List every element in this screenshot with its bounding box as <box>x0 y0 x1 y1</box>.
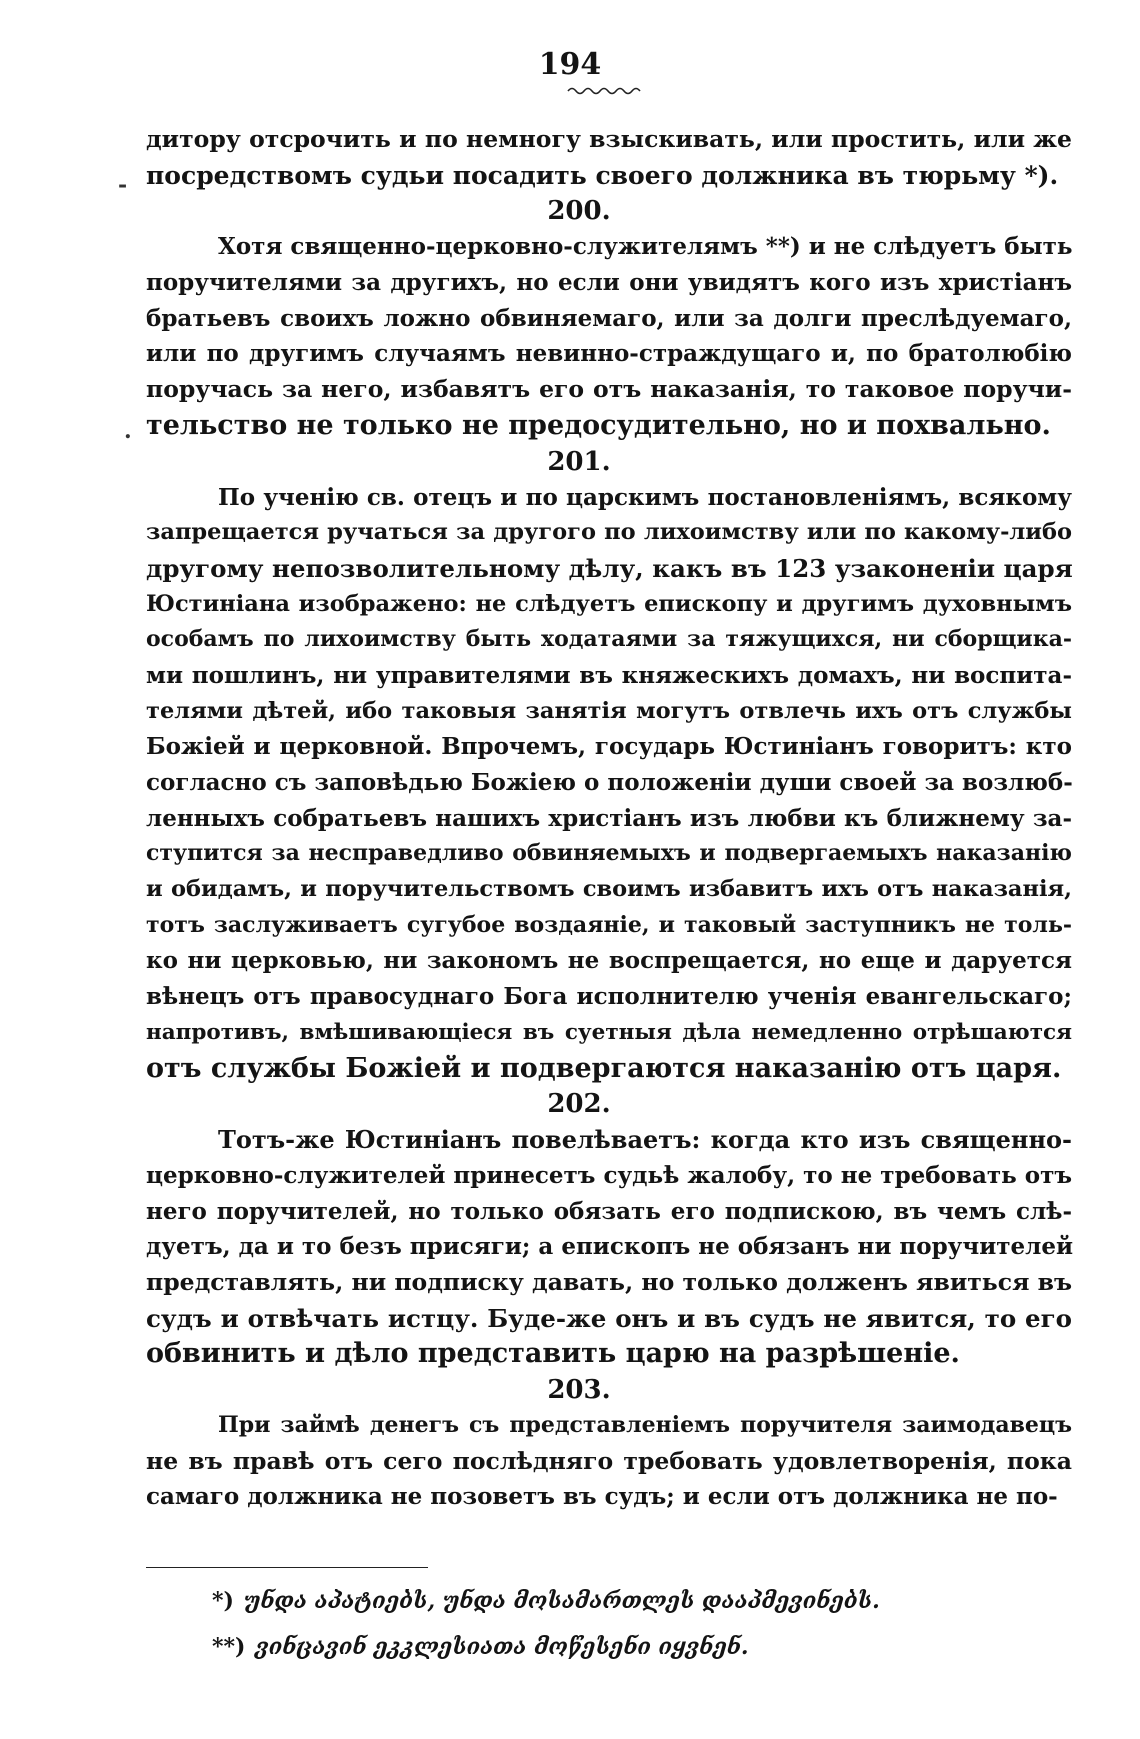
text-line: отъ службы Божіей и подвергаются наказанію отъ царя. <box>146 1052 1062 1084</box>
section-number: 201. <box>547 446 611 477</box>
text-line: ступится за несправедливо обвиняемыхъ и подвергаемыхъ наказанію <box>146 840 1072 867</box>
text-line: посредствомъ судьи посадить своего должника въ тюрьму *). <box>146 160 1059 190</box>
margin-dash-mark: - <box>118 172 128 198</box>
text-line: дуетъ, да и то безъ присяги; а епископъ не обязанъ ни поручителей <box>146 1233 1074 1261</box>
text-line: братьевъ своихъ ложно обвиняемаго, или за долги преслѣдуемаго, <box>146 304 1072 332</box>
footnote <box>212 1578 972 1624</box>
page-number-ornament <box>566 86 642 96</box>
text-line: церковно-служителей принесетъ судьѣ жалобу, то не требовать отъ <box>146 1161 1072 1189</box>
footnote <box>212 1624 972 1670</box>
text-line: согласно съ заповѣдью Божіею о положеніи души своей за возлюб- <box>146 769 1073 796</box>
section-number: 200. <box>547 196 611 227</box>
margin-dot-mark: . <box>124 418 132 444</box>
text-line: По ученію св. отецъ и по царскимъ постановленіямъ, всякому <box>218 483 1072 511</box>
text-line: другому непозволительному дѣлу, какъ въ 123 узаконеніи царя <box>146 553 1073 583</box>
text-line: и обидамъ, и поручительствомъ своимъ избавитъ ихъ отъ наказанія, <box>146 876 1072 903</box>
footnote-text: ვინცავინ ეკკლესიათა მოწესენი იყვნენ. <box>255 1634 749 1660</box>
text-line: представлять, ни подписку давать, но только долженъ явиться въ <box>146 1267 1072 1296</box>
text-line: ко ни церковью, ни закономъ не воспрещается, но еще и даруется <box>146 947 1072 975</box>
text-line: поручась за него, избавятъ его отъ наказанія, то таковое поручи- <box>146 375 1072 404</box>
text-line: Хотя священно-церковно-служителямъ **) и не слѣдуетъ быть <box>218 233 1073 261</box>
text-line: запрещается ручаться за другого по лихоимству или по какому-либо <box>146 519 1072 546</box>
main-text <box>146 122 1072 1515</box>
footnote-text: უნდა აპატიებს, უნდა მოსამართლეს დააპმევინებს. <box>243 1588 880 1614</box>
text-line: Тотъ-же Юстиніанъ повелѣваетъ: когда кто изъ священно- <box>218 1125 1072 1155</box>
text-line: него поручителей, но только обязать его подпискою, въ чемъ слѣ- <box>146 1197 1072 1225</box>
text-line: телями дѣтей, ибо таковыя занятія могутъ отвлечь ихъ отъ службы <box>146 697 1072 724</box>
text-line: напротивъ, вмѣшивающіеся въ суетныя дѣла немедленно отрѣшаются <box>146 1019 1072 1045</box>
text-line: Божіей и церковной. Впрочемъ, государь Юстиніанъ говоритъ: кто <box>146 733 1072 761</box>
footnote-separator <box>146 1567 428 1568</box>
text-line: ми пошлинъ, ни управителями въ княжескихъ домахъ, ни воспита- <box>146 661 1072 689</box>
footnote-mark: *) <box>212 1588 234 1614</box>
text-line: судъ и отвѣчать истцу. Буде-же онъ и въ судъ не явится, то его <box>146 1303 1072 1333</box>
footnotes <box>212 1578 972 1670</box>
text-line: Юстиніана изображено: не слѣдуетъ епископу и другимъ духовнымъ <box>146 590 1072 617</box>
text-line: обвинить и дѣло представить царю на разрѣшеніе. <box>146 1338 960 1370</box>
text-line: не въ правѣ отъ сего послѣдняго требовать удовлетворенія, пока <box>146 1446 1072 1475</box>
text-line: тотъ заслуживаетъ сугубое воздаяніе, и таковый заступникъ не толь- <box>146 911 1072 938</box>
text-line: или по другимъ случаямъ невинно-страждущаго и, по братолюбію <box>146 340 1072 368</box>
section-number: 203. <box>547 1375 611 1405</box>
text-line: поручителями за другихъ, но если они увидятъ кого изъ христіанъ <box>146 269 1072 297</box>
text-line: При займѣ денегъ съ представленіемъ поручителя заимодавецъ <box>218 1412 1072 1438</box>
text-line: самаго должника не позоветъ въ судъ; и если отъ должника не по- <box>146 1483 1058 1511</box>
text-line: тельство не только не предосудительно, но и похвально. <box>146 409 1051 441</box>
page-number: 194 <box>538 47 602 82</box>
text-line: дитору отсрочить и по немногу взыскивать, или простить, или же <box>146 125 1072 153</box>
footnote-mark: **) <box>212 1634 246 1660</box>
section-number: 202. <box>547 1089 611 1120</box>
text-line: особамъ по лихоимству быть ходатаями за тяжущихся, ни сборщика- <box>146 626 1072 653</box>
text-line: ленныхъ собратьевъ нашихъ христіанъ изъ любви къ ближнему за- <box>146 804 1072 832</box>
text-line: вѣнецъ отъ правосуднаго Бога исполнителю ученія евангельскаго; <box>146 983 1072 1011</box>
